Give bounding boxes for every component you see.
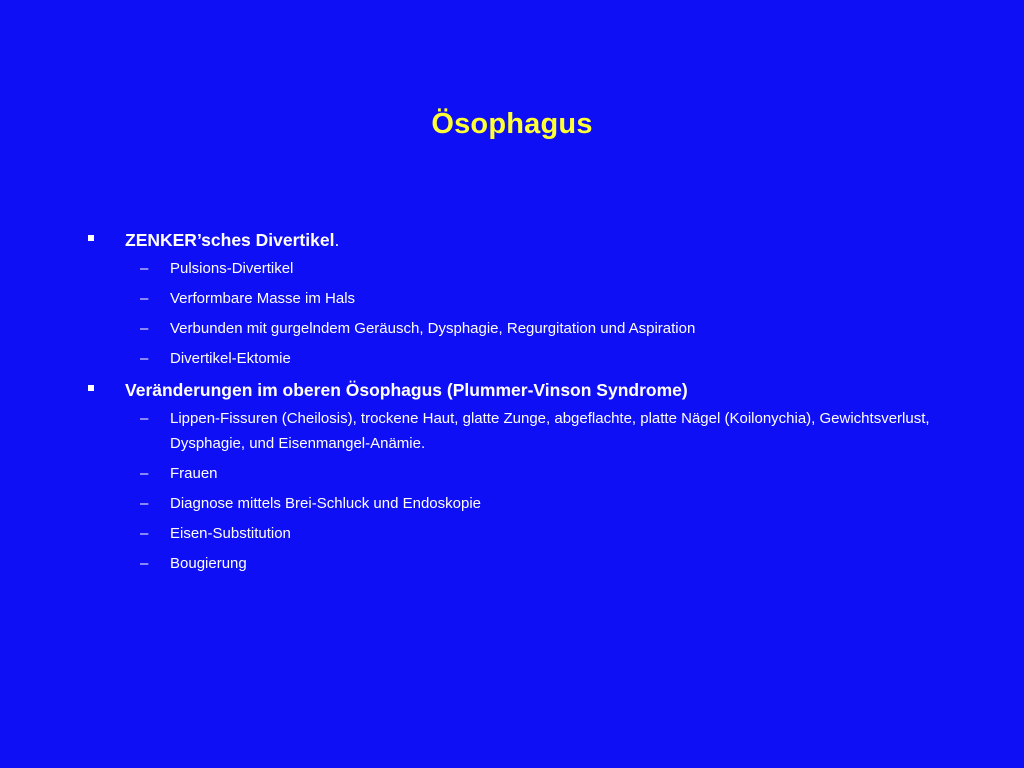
sub-list-item: [88, 406, 968, 456]
sub-list-item: [88, 286, 968, 311]
dash-icon: –: [140, 555, 149, 572]
dash-icon: –: [140, 320, 149, 337]
list-item-section-1: [88, 226, 968, 254]
sub-list-item: [88, 551, 968, 576]
sub-list-item-text: Divertikel-Ektomie: [170, 350, 291, 367]
sub-list-item-text: Eisen-Substitution: [170, 525, 291, 542]
sub-list-item: [88, 461, 968, 486]
list-item-section-2: [88, 376, 968, 404]
section-heading: Veränderungen im oberen Ösophagus (Plummer-Vinson Syndrome): [125, 380, 688, 400]
sub-list-item: [88, 316, 968, 341]
dash-icon: –: [140, 350, 149, 367]
dash-icon: –: [140, 410, 149, 427]
section-heading-suffix: .: [334, 230, 340, 250]
dash-icon: –: [140, 465, 149, 482]
dash-icon: –: [140, 525, 149, 542]
sub-list-item-text: Verbunden mit gurgelndem Geräusch, Dysphagie, Regurgitation und Aspiration: [170, 320, 696, 337]
sub-list-item-text: Verformbare Masse im Hals: [170, 290, 356, 307]
sub-list-item-text: Bougierung: [170, 555, 247, 572]
dash-icon: –: [140, 290, 149, 307]
sub-list-item-text: Frauen: [170, 465, 218, 482]
dash-icon: –: [140, 495, 149, 512]
sub-list-item-text: Diagnose mittels Brei-Schluck und Endoskopie: [170, 495, 481, 512]
dash-icon: –: [140, 260, 149, 277]
slide-title: Ösophagus: [431, 108, 593, 140]
sub-list-item-text: Pulsions-Divertikel: [170, 260, 294, 277]
square-bullet-icon: [88, 385, 94, 391]
sub-list-item: [88, 491, 968, 516]
bullet-list: [88, 224, 968, 581]
sub-list-item-text: Lippen-Fissuren (Cheilosis), trockene Haut, glatte Zunge, abgeflachte, platte Nägel (Koilonychia), Gewichtsverlust, Dysphagie, und Eisenmangel-Anämie.: [170, 410, 930, 452]
square-bullet-icon: [88, 235, 94, 241]
sub-list-item: [88, 346, 968, 371]
sub-list-item: [88, 521, 968, 546]
sub-list-item: [88, 256, 968, 281]
section-heading: ZENKER’sches Divertikel: [125, 230, 335, 250]
